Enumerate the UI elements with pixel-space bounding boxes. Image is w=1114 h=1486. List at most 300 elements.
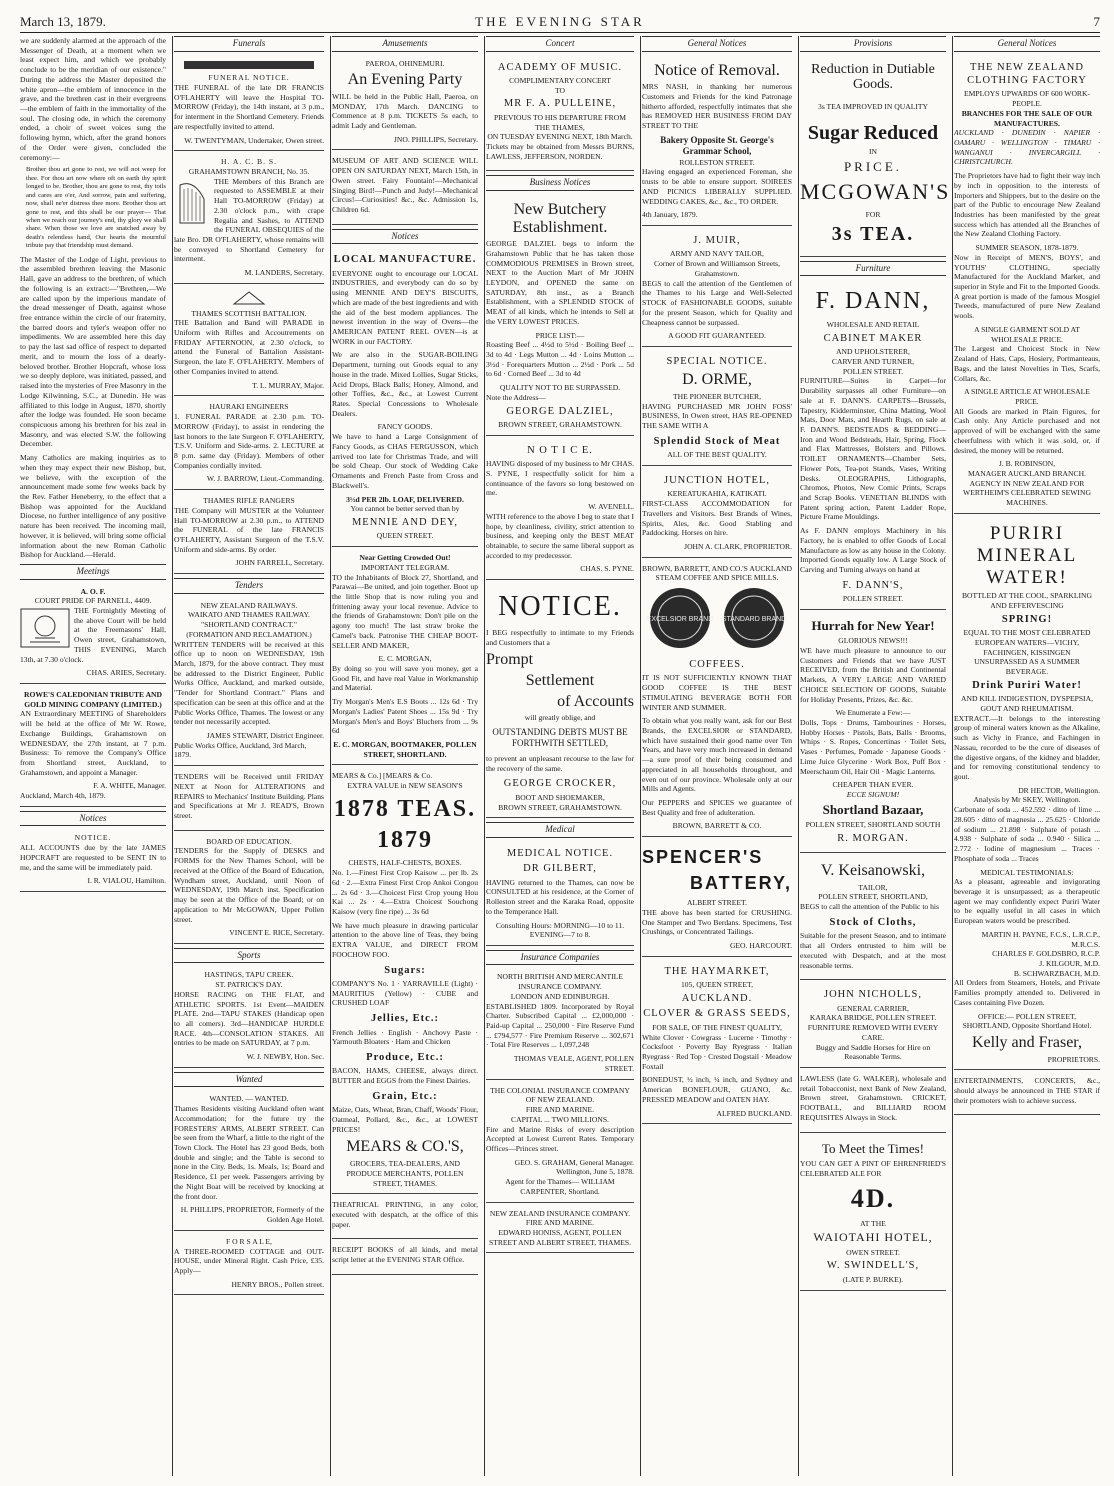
notice-text: ALL ACCOUNTS due by the late JAMES HOPCRAFT are requested to be SENT IN to me, and the same will be immediately paid.: [20, 843, 166, 872]
equal-waters: EQUAL TO THE MOST CELEBRATED EUROPEAN WATERS—VICHY, FACHINGEN, KISSINGEN: [963, 628, 1091, 657]
ad-theatrical-printing: [332, 1198, 478, 1239]
ad-dalziel-butchery: [486, 196, 634, 436]
meat-title: Splendid Stock of Meat: [653, 435, 781, 447]
jellies-title: Jellies, Etc.:: [371, 1013, 439, 1025]
seeds-list: White Clover · Cowgrass · Lucerne · Timothy · Cocksfoot · Poverty Bay Ryegrass · Italian Ryegrass · Red Top · Crested Dogstail · Meadow Foxtail: [642, 1032, 792, 1071]
section-insurance: Insurance Companies: [486, 950, 634, 966]
lm-title: LOCAL MANUFACTURE.: [333, 254, 477, 266]
sc-signature: JAMES STEWART, District Engineer.: [206, 731, 324, 740]
tsb-title: THAMES SCOTTISH BATTALION.: [191, 308, 307, 318]
ad-court-pride: [20, 585, 166, 684]
acad-title: ACADEMY OF MUSIC.: [497, 61, 623, 73]
bn-text-3: to prevent an unpleasant recourse to the law for the recovery of the same.: [486, 753, 634, 773]
prompt: Prompt: [486, 651, 534, 669]
puriri-title: PURIRI MINERAL WATER!: [976, 522, 1078, 588]
rowe-date: Auckland, March 4th, 1879.: [20, 791, 106, 801]
lawless-text: LAWLESS (late G. WALKER), wholesale and retail Tobacconist, next Bank of New Zealand, Brown street, Grahamstown. CRICKET, FOOTBALL, and BILLIARD ROOM REQUISITES Always in Stock.: [800, 1073, 946, 1122]
ad-mechanics-institute: [174, 770, 324, 831]
clover-sub: FOR SALE, OF THE FINEST QUALITY,: [652, 1022, 782, 1032]
morgan-items: Try Morgan's Men's E.S Boots ... 12s 6d · Try Morgan's Ladies' Patent Shoes ... 15s 9d · Try Morgan's Men's and Boys' Bluchers from ... 9s 6d: [332, 697, 478, 736]
tele-title: IMPORTANT TELEGRAM.: [360, 562, 450, 572]
buckland-signature: ALFRED BUCKLAND.: [716, 1108, 792, 1118]
wanted-title: WANTED. — WANTED.: [209, 1094, 289, 1104]
section-sports: Sports: [174, 948, 324, 964]
junction-title: JUNCTION HOTEL,: [664, 475, 770, 487]
marked-text: All Goods are marked in Plain Figures, for Cash only. Any Article purchased and not approved of will be exchanged with the same cheerfulness with which it was sold, or, if desired, the money will be returned.: [954, 406, 1100, 455]
sc-place: Public Works Office, Auckland, 3rd March, 1879.: [174, 740, 307, 760]
ad-for-sale: [174, 1235, 324, 1296]
hector-signature: DR HECTOR, Wellington.: [1018, 785, 1100, 795]
ad-thames-rifle-rangers: [174, 494, 324, 574]
reduction-title: Reduction in Dutiable Goods.: [811, 61, 935, 92]
wanted-text: Thames Residents visiting Auckland often want Accommodation; for the future try the FORESTERS' ARMS, ALBERT STREET. Can be seen from the Wharf, a little to the right of the Town Clock. The Hotel has 23 good Beds, both double and single; and the Table is second to none in the City. Beds, 1s. Meals, 1s; Board and Residence, £1 per week. Passengers arriving by the Night Boat will be received by knocking at the front door.: [174, 1104, 324, 1201]
junction-text: FIRST-CLASS ACCOMMODATION for Travellers and Visitors. Best Brands of Wines, Spirits, Ales, &c. Good Stabling and Paddocking. Horses on hire.: [642, 499, 792, 538]
crocker-trade: BOOT AND SHOEMAKER,: [515, 792, 605, 802]
goldsbro-signature: CHARLES F. GOLDSBRO, R.C.P.: [992, 949, 1100, 959]
forsale-signature: HENRY BROS., Pollen street.: [231, 1279, 324, 1289]
funeral-signature: W. TWENTYMAN, Undertaker, Owen street.: [184, 135, 324, 145]
keisanowski-trade: TAILOR,: [858, 882, 888, 892]
boe-text: TENDERS for the Supply of DESKS and FORMS for the New Thames School, will be received at the Office of the Board of Education, Wyndham street, Auckland, until Noon of WEDNESDAY, 19th March inst. Specification may be seen at the Office of the Board; or on application to Mr McGOWAN, Upper Pollen street.: [174, 846, 324, 924]
mech-text: TENDERS will be Received until FRIDAY NEXT at Noon for ALTERATIONS and REPAIRS to Mechanics' Institute Building. Plans and Specifications at Mr J. READ'S, Brown street.: [174, 772, 325, 821]
court-signature: CHAS. ARIES, Secretary.: [86, 668, 166, 678]
bazaar-items: Dolls, Tops · Drums, Tambourines · Horses, Hobby Horses · Pistols, Bats, Balls · Brooms, Whips · S. Ropes, Concertinas · Toilet Sets, Vases · Perfumes, Pomade · Japanese Goods · Lime Juice Glycerine · Work Box, Puff Box · Meerschaum Oil, Hair Oil · Magic Lanterns.: [800, 717, 946, 776]
tea-list: No. 1.—Finest First Crop Kaisow ... per lb. 2s 6d · 2.—Extra Finest First Crop Ankoi Congou ... 2s 6d · 3.—Choicest First Crop young Hou Kai ... 2s · 4.—Extra Choicest Souchong Kaisow (very fine ripe) ... 3s 6d: [332, 868, 478, 916]
enumerate: We Enumerate a Few:—: [835, 708, 911, 718]
coffees-title: COFFEES.: [689, 658, 745, 670]
section-notices: Notices: [20, 811, 166, 827]
paeroa-title: PAEROA, OHINEMURI.: [365, 58, 445, 68]
ad-board-of-education: [174, 835, 324, 944]
ad-hauraki-engineers: [174, 400, 324, 490]
entertainments-text: ENTERTAINMENTS, CONCERTS, &c., should always be announced in THE STAR if their promoters wish to achieve success.: [954, 1076, 1100, 1105]
ad-north-british: [486, 970, 634, 1079]
grain-text: Maize, Oats, Wheat, Bran, Chaff, Woods' Flour, Oatmeal, Pollard, &c., &c., at LOWEST PRICES!: [332, 1105, 478, 1134]
notice2-signature: CHAS. S. PYNE.: [580, 564, 634, 574]
section-amusements: Amusements: [332, 36, 478, 52]
cabinet-maker: CABINET MAKER: [823, 332, 923, 344]
owen-street: OWEN STREET.: [846, 1247, 900, 1257]
sc-subtitle: (FORMATION AND RECLAMATION.): [186, 629, 312, 639]
sc-title: "SHORTLAND CONTRACT.": [201, 620, 297, 630]
consulting-hours: Consulting Hours: MORNING—10 to 11. EVENING—7 to 8.: [495, 920, 625, 940]
page-number: 7: [1093, 14, 1100, 29]
kill-indigestion: AND KILL INDIGESTION, DYSPEPSIA, GOUT AND RHEUMATISM.: [961, 694, 1093, 714]
fancy-title: FANCY GOODS.: [377, 422, 433, 432]
catholic-bishop-article: Many Catholics are making inquiries as to when they may expect their new Bishop, but, we believe, with the exception of the announcement made some few weeks back by the Rev. Father Heneberry, to the effect that a Bishop was appointed for the Auckland Diocese, no further intelligence of any positive nature has been received. The incoming mail, however, it is believed, will bring some official information about the new Roman Catholic Bishop for Auckland.—Herald.: [20, 453, 166, 560]
branch-cities: AUCKLAND · DUNEDIN · NAPIER · OAMARU · WELLINGTON · TIMARU · WANGANUI · INVERCARGILL · CHRISTCHURCH.: [954, 128, 1100, 167]
battery-text: THE above has been started for CRUSHING. One Stamper and Two Berdans. Specimens, Test Crushings, or Concentrated Tailings.: [642, 907, 792, 937]
hacbs-branch: GRAHAMSTOWN BRANCH, No. 35.: [188, 166, 310, 176]
extract: EXTRACT.—It belongs to the interesting group of mineral waters known as the Alkaline, such as Vichy in France, and Fachingen in Nassau, recorded to be the cure of diseases of the digestive organs, of the kidney and bladder, and for removing constitutional tendency to gout.: [954, 713, 1100, 782]
ad-entertainments: [954, 1074, 1100, 1115]
funeral-title: FUNERAL NOTICE.: [208, 73, 290, 83]
cheaper: CHEAPER THAN EVER.: [832, 780, 914, 790]
stpatricks-title: ST. PATRICK'S DAY.: [215, 980, 283, 990]
column-3: [332, 36, 485, 1476]
he-text: 1. FUNERAL PARADE at 2.30 p.m. TO-MORROW (Friday), to assist in rendering the last honors to the late Surgeon F. O'FLAHERTY, T.S.V. Uniform and Side-arms. 2. LECTURE at 8 p.m. same day (Friday). Members of other Companies cordially invited.: [174, 412, 324, 470]
wanted-signature: H. PHILLIPS, PROPRIETOR, Formerly of the Golden Age Hotel.: [180, 1205, 324, 1225]
tickets: Tickets may be obtained from Messrs BURNS, LAWLESS, JEFFERSON, NORDEN.: [486, 141, 634, 161]
robinson-name: J. B. ROBINSON,: [998, 459, 1056, 469]
coffee-brand-seals-icon: [642, 583, 792, 653]
harp-icon: [174, 179, 210, 227]
keisanowski-text: BEGS to call the attention of the Public to his: [800, 902, 939, 912]
waiotahi-name: WAIOTAHI HOTEL,: [813, 1230, 933, 1245]
ad-hastings-races: [174, 968, 324, 1067]
grain-title: Grain, Etc.:: [372, 1090, 438, 1102]
bread-text: You cannot be better served than by: [350, 504, 460, 514]
notice1-text: HAVING disposed of my business to Mr CHAS. S. PYNE, I respectfully solicit for him a continuance of the favors so long bestowed on me.: [486, 459, 634, 498]
junction-place: KEREATUKAHIA, KATIKATI.: [667, 489, 767, 499]
he-signature: W. J. BARROW, Lieut.-Commanding.: [206, 474, 324, 484]
outstanding: OUTSTANDING DEBTS MUST BE FORTHWITH SETTLED,: [492, 726, 628, 749]
glorious-news: GLORIOUS NEWS!!!: [838, 636, 908, 646]
tsb-text: THE Battalion and Band will PARADE in Uniform with Rifles and Accoutrements on FRIDAY AFTERNOON, at 2.30 o'clock, to attend the Funeral of Battalion Assistant-Surgeon, the late F. O'FLAHERTY. Members of other Companies invited to attend.: [174, 318, 324, 376]
ad-evening-party: [332, 57, 478, 151]
coffees-text: IT IS NOT SUFFICIENTLY KNOWN THAT GOOD COFFEE IS THE BEST STIMULATING BEVERAGE BOTH FOR WINTER AND SUMMER.: [642, 673, 792, 712]
horse-signature: W. J. NEWBY, Hon. Sec.: [246, 1052, 324, 1062]
lm-text: EVERYONE ought to encourage our LOCAL INDUSTRIES, and everybody can do so by using MENNIE AND DEY'S BISCUITS, which are made of the best ingredients and with the aid of the best modern appliances. The newest invention in the way of Ovens—the AMERICAN PATENT REEL OVEN—is at WORK in our FACTORY.: [332, 268, 478, 346]
removal-text: MRS NASH, in thanking her numerous Customers and Friends for the kind Patronage hitherto afforded, respectfully intimates that she has REMOVED HER BUSINESS FROM DAY STREET TO THE: [642, 82, 792, 130]
swindell-sub: (LATE P. BURKE).: [842, 1274, 904, 1284]
acad-to: TO: [555, 85, 565, 95]
branches-title: BRANCHES FOR THE SALE OF OUR MANUFACTURES.: [961, 108, 1093, 128]
tsb-signature: T. L. MURRAY, Major.: [252, 380, 324, 390]
capital: CAPITAL ... TWO MILLIONS.: [511, 1114, 609, 1124]
single-article: A SINGLE ARTICLE AT WHOLESALE PRICE.: [964, 387, 1090, 406]
colonial-title: THE COLONIAL INSURANCE COMPANY OF NEW ZEALAND.: [490, 1085, 630, 1105]
ad-receipt-books: [332, 1243, 478, 1274]
meet-text: YOU CAN GET A PINT OF EHRENFRIED'S CELEBRATED ALE FOR: [800, 1158, 946, 1178]
orme-name: D. ORME,: [682, 371, 752, 389]
address-label: Note the Address—: [486, 392, 546, 402]
cloths-text: Suitable for the present Season, and to intimate that all Orders entrusted to him will be executed with Despatch, and at the most reasonable terms.: [800, 931, 946, 970]
bbc-title: BROWN, BARRETT, AND CO.'S AUCKLAND STEAM COFFEE AND SPICE MILLS.: [642, 563, 792, 583]
ad-junction-hotel: [642, 470, 792, 558]
party-signature: JNO. PHILLIPS, Secretary.: [393, 134, 478, 144]
notice-signature: I. R. VIALOU, Hamilton.: [87, 876, 166, 886]
manager-title: MANAGER AUCKLAND BRANCH.: [968, 468, 1086, 478]
bakery-text: Having engaged an experienced Foreman, she trusts to be able to ensure support. SOIREES AND PICNICS LIBERALLY SUPPLIED. WEDDING CAKES, &c., &c., TO ORDER.: [642, 167, 792, 206]
section-provisions: Provisions: [800, 36, 946, 52]
nbm-subtitle: LONDON AND EDINBURGH.: [510, 991, 610, 1001]
medical-title: MEDICAL NOTICE.: [506, 847, 614, 859]
dann-text-2: As F. DANN employs Machinery in his Factory, he is enabled to offer Goods of Local Manufacture as low as any house in the Colony. Imported Goods equally low. A Large Stock of Carving and Turning always on hand at: [800, 526, 946, 575]
single-garment: A SINGLE GARMENT SOLD AT WHOLESALE PRICE.: [974, 324, 1080, 344]
in-label: IN: [868, 147, 877, 157]
dann-wholesale: WHOLESALE AND RETAIL: [826, 320, 920, 330]
payne-signature: MARTIN H. PAYNE, F.C.S., L.R.C.P., M.R.C.S.: [981, 929, 1100, 949]
column-5: [642, 36, 799, 1476]
ad-nash-removal: [642, 57, 792, 227]
buggy-horses: Buggy and Saddle Horses for Hire on Reasonable Terms.: [815, 1042, 931, 1062]
tuesday: ON TUESDAY EVENING NEXT, 18th March.: [487, 132, 633, 142]
testimonials-text: As a pleasant, agreeable and invigorating beverage it is unsurpassed; as a therapeutic agent we may confidently expect Puriri Water to be equally useful in all cases in which European waters would be prescribed.: [954, 877, 1100, 926]
aof-heading: A. O. F.: [80, 586, 106, 596]
thames-agent: Agent for the Thames— WILLIAM CARPENTER, Shortland.: [505, 1177, 615, 1196]
settlement: Settlement: [525, 671, 595, 689]
receipt-text: RECEIPT BOOKS of all kinds, and metal script letter at the EVENING STAR Office.: [332, 1245, 478, 1265]
nc-title: Near Getting Crowded Out!: [359, 553, 451, 563]
drink-puriri: Drink Puriri Water!: [972, 679, 1082, 691]
quality: QUALITY NOT TO BE SURPASSED.: [499, 383, 621, 393]
column-1: [20, 36, 173, 1476]
section-wanted: Wanted: [174, 1072, 324, 1088]
morgan-text: By doing so you will save you money, get a Good Fit, and have real Value in Workmanship and Material.: [332, 664, 478, 693]
notice-title: NOTICE.: [74, 833, 112, 843]
wtr-title: WAIKATO AND THAMES RAILWAY.: [188, 610, 310, 620]
theat-text: THEATRICAL PRINTING, in any color, executed with despatch, at the office of this paper.: [332, 1200, 478, 1229]
ad-mears-teas: [332, 769, 478, 1194]
column-4: [486, 36, 641, 1476]
ad-morgan-bootmaker: [332, 551, 478, 765]
haymarket-title: THE HAYMARKET,: [664, 965, 770, 977]
morgan-name: E. C. MORGAN,: [378, 654, 432, 664]
hacbs-signature: M. LANDERS, Secretary.: [244, 268, 324, 278]
section-meetings: Meetings: [20, 564, 166, 580]
junction-proprietor: JOHN A. CLARK, PROPRIETOR.: [684, 542, 792, 552]
meet-times: To Meet the Times!: [821, 1140, 924, 1156]
tele-text: TO the Inhabitants of Block 27, Shortland, and Parawai—Be united, and join together. Boot up the little Shop that is now ruling you and frittening away your local revenue. Advice to the friends of Grahamstown: Don't pile on the agony too much! The last straw broke the Camel's back. Patronise THE CHEAP BOOT-SELLER AND MAKER,: [332, 572, 478, 650]
produce-text: BACON, HAMS, CHEESE, always direct. BUTTER and EGGS from the Finest Dairies.: [332, 1066, 478, 1086]
acad-subtitle: COMPLIMENTARY CONCERT: [509, 75, 611, 85]
ad-museum: [332, 154, 478, 224]
party-text: WILL be held in the Public Hall, Paeroa, on MONDAY, 17th March. DANCING to Commence at 8 p.m. TICKETS 5s each, to admit Lady and Gentleman.: [332, 91, 478, 130]
accounts: of Accounts: [557, 692, 634, 710]
bazaar-name: Shortland Bazaar,: [822, 801, 924, 817]
boe-title: BOARD OF EDUCATION.: [206, 836, 292, 846]
ad-waiotahi-hotel: [800, 1137, 946, 1291]
ad-nz-insurance: [486, 1207, 634, 1254]
bakery-date: 4th January, 1879.: [642, 210, 698, 220]
trr-signature: JOHN FARRELL, Secretary.: [235, 558, 324, 568]
dann-text: FURNITURE—Suites in Carpet—for Durability surpasses all other Furniture—on sale at F. DANN'S. CARPETS—Brussels, Tapestry, Kidderminster, China Matting, Wool Mats, Door Mats, and Hearth Rugs, on sale at F. DANN'S. BEDSTEADS & BEDDING—Iron and Wood Bedsteads, Hair, Spring, Flock and Flax Mattresses, Bolsters and Pillows. TOILET ORNAMENTS—Chamber Sets, Flower Pots, Tea-pot Stands, Vases, Writing Desks. OLEOGRAPHS, Lithographs, Chromos, Photos, New Comic Prints, Scraps and Scrap Books. VENETIAN BLINDS with Patent spring action, Patent Ladder Rope, Picture Frame Mouldings.: [800, 376, 946, 522]
clover-title: CLOVER & GRASS SEEDS,: [643, 1008, 791, 1020]
summer-text: Now in Receipt of MEN'S, BOYS', and YOUTHS' CLOTHING, specially Manufactured for the Auckland Market, and superior in Style and Fit to the Imported Goods. A great portion is made of the famous Mosgiel Tweeds, manufactured of pure New Zealand wools.: [954, 252, 1100, 321]
carrier-title: GENERAL CARRIER,: [837, 1003, 909, 1013]
section-general-notices-7: General Notices: [954, 36, 1100, 52]
ad-nz-clothing-factory: [954, 57, 1100, 514]
bottled: BOTTLED AT THE COOL, SPARKLING AND EFFERVESCING: [961, 591, 1092, 611]
ad-nicholls-carrier: [800, 984, 946, 1068]
unsurpassed: UNSURPASSED AS A SUMMER BEVERAGE.: [974, 657, 1080, 677]
ad-academy-of-music: [486, 57, 634, 172]
funeral-border-icon: [174, 59, 324, 71]
haymarket-city: AUCKLAND.: [681, 992, 753, 1004]
article-intro: we are suddenly alarmed at the approach of the Messenger of Death, at a moment when we least expect him, and which we probably conclude to be the meridian of our existence." During the address the Master deposited the white apron—the emblem of innocence in the grave, and the brethren cast in their evergreens—the emblem of faith in the immortality of the soul. The closing ode, in which the ceremony ended, a choir of sweet voices sung the following hymn, which, after the grand honors of the Order were given, concluded the ceremony:—: [20, 36, 166, 162]
he-title: HAURAKI ENGINEERS: [209, 402, 289, 412]
produce-title: Produce, Etc.:: [366, 1052, 444, 1063]
ad-shortland-contract: [174, 599, 324, 767]
gilbert-name: DR GILBERT,: [523, 863, 597, 875]
orders-text: All Orders from Steamers, Hotels, and Private Families promptly attended to. Delivered in Cases containing Five Dozen.: [954, 978, 1100, 1007]
hymn-verse: Brother thou art gone to rest, we will not weep for thee. For thou art now where oft on earth thy spirit longed to be. Brother, thou are gone to rest, thy toils and cares are o'er, And sorrow, pain and suffering, now, shall ne'er distress thee more. Brother thou art gone to rest, and this shall be our prayer— That when we reach our journey's end, thy glory we shall share. When those we love are snatched away by death's relentless hand, Our hearts the mournful tribute pay that friendship must demand.: [26, 166, 166, 250]
trr-title: THAMES RIFLE RANGERS: [203, 496, 295, 506]
chests: CHESTS, HALF-CHESTS, BOXES.: [348, 858, 462, 868]
dann-name: F. DANN,: [815, 288, 931, 315]
ad-mcgowans-tea: [800, 57, 951, 257]
big-notice-title: NOTICE.: [498, 591, 622, 623]
ad-lawless-tobacconist: [800, 1072, 946, 1133]
ad-colonial-insurance: [486, 1084, 634, 1203]
sugars-title: Sugars:: [384, 964, 426, 976]
lm-text-2: We are also in the SUGAR-BOILING Department, turning out Goods equal to any house in the trade. Mixed Lollies, Sugar Sticks, Acid Drops, Black Balls; Honey, Almond, and other Toffies, &c., &c., at Lowest Current Rates. Special Concessions to Wholesale Dealers.: [332, 350, 478, 418]
price-list: Roasting Beef ... 4½d to 5½d · Boiling Beef ... 3d to 4d · Legs Mutton ... 4d · Loins Mutton ... 3½d · Forequarters Mutton ... 2½d · Pork ... 5d to 6d · Corned Beef ... 3d to 4d: [486, 340, 634, 379]
tea-text: We have much pleasure in drawing particular attention to the above line of Teas, they being EXTRA VALUE, and DIRECT FROM FOOCHOW FOO.: [332, 920, 478, 959]
ad-foresters-arms: [174, 1092, 324, 1230]
section-medical: Medical: [486, 822, 634, 838]
bonedust: BONEDUST, ½ inch, ¼ inch, and Sydney and American BONEFLOUR, GUANO, &c. PRESSED MEADOW and OATEN HAY.: [642, 1075, 792, 1104]
section-general-notices-5: General Notices: [642, 36, 792, 52]
masthead: [20, 14, 1100, 33]
trr-text: THE Company will MUSTER at the Volunteer Hall TO-MORROW at 2.30 p.m., to ATTEND the FUNERAL of the late FRANCIS O'FLAHERTY, Assistant Surgeon of the T.S.V. Uniform and side-arms. By order.: [174, 505, 324, 554]
ad-keisanowski: [800, 857, 946, 980]
hacbs-title: H. A. C. B. S.: [221, 157, 277, 167]
fancy-text: We have to hand a Large Consignment of Fancy Goods, as CHAS FERGUSSON, which arrived too late for Christmas Trade, and will be sold Cheap. Our stock of Wedding Cake Ornaments and French Paste from Cross and Blackwell's.: [332, 432, 478, 490]
nzcf-title: THE NEW ZEALAND CLOTHING FACTORY: [967, 61, 1087, 86]
newspaper-title: THE EVENING STAR: [475, 14, 645, 29]
mcgowan-name: MCGOWAN'S: [800, 179, 951, 205]
museum-text: MUSEUM OF ART AND SCIENCE WILL OPEN ON SATURDAY NEXT, March 15th, in Owen street. Fairy Fountain!—Mechanical Singing Bird!—Punch and Judy!—Mechanical Circus!—Curiosities! &c., &c. Admission 1s, Children 6d.: [332, 156, 478, 215]
spring: SPRING!: [1001, 613, 1053, 625]
gilbert-text: HAVING returned to the Thames, can now be CONSULTED at his residence, at the Corner of Rolleston street and the Karaka Road, opposite to the Temperance Hall.: [486, 877, 634, 916]
harcourt-signature: GEO. HARCOURT.: [729, 941, 792, 951]
departure: PREVIOUS TO HIS DEPARTURE FROM THE THAMES,: [494, 112, 626, 132]
section-tenders: Tenders: [174, 578, 324, 594]
ad-orme-butcher: [642, 351, 792, 466]
dann-street: POLLEN STREET.: [842, 366, 904, 376]
butchery-title: New Butchery Establishment.: [512, 200, 608, 236]
upholsterer: AND UPHOLSTERER,: [836, 347, 910, 357]
nzr-title: NEW ZEALAND RAILWAYS.: [200, 600, 298, 610]
nbm-title: NORTH BRITISH AND MERCANTILE INSURANCE COMPANY.: [497, 972, 623, 992]
crocker-address: BROWN STREET, GRAHAMSTOWN.: [498, 802, 622, 812]
orme-trade: THE PIONEER BUTCHER,: [673, 391, 761, 401]
sugars-list: COMPANY'S No. 1 · YARRAVILLE (Light) · MAURITIUS (Yellow) · CUBE and CRUSHED LOAF: [332, 978, 478, 1008]
muir-trade: ARMY AND NAVY TAILOR,: [670, 249, 764, 259]
coffees-text-2: To obtain what you really want, ask for our Best Brands, the EXCELSIOR or STANDARD, which have sustained their good name over Ten Years, and have very much increased in demand—a sure proof of their being consumed and appreciated in all households throughout, and even out of our province. Wholesale only at our Mills and Agents.: [642, 716, 792, 794]
standard-seal-text: STANDARD BRAND: [721, 616, 787, 624]
ad-mennie-and-dey: [332, 249, 478, 547]
bn-text-1: I BEG respectfully to intimate to my Friends and Customers that a: [486, 627, 634, 647]
ad-dr-gilbert: [486, 843, 634, 946]
forsale-title: F O R S A L E,: [226, 1236, 272, 1246]
ad-dann-furniture: [800, 281, 946, 610]
meat-quality: ALL OF THE BEST QUALITY.: [667, 450, 767, 460]
funeral-text: THE FUNERAL of the late DR FRANCIS O'FLAHERTY will leave the Hospital TO-MORROW (Friday), the 14th instant, at 3 p.m., for interment in the Shortland Cemetery. Friends are respectfully invited to attend.: [174, 82, 324, 131]
pepper-text: Our PEPPERS and SPICES we guarantee of Best Quality and free of adulteration.: [642, 797, 792, 817]
party-title: An Evening Party: [347, 71, 463, 89]
rowe-signature: F. A. WHITE, Manager.: [93, 781, 166, 791]
mears-name: MEARS & CO.'S,: [346, 1138, 464, 1156]
bbc-signature: BROWN, BARRETT & CO.: [672, 821, 762, 831]
danns-street: POLLEN STREET.: [842, 594, 904, 604]
orme-text: HAVING PURCHASED MR JOHN FOSS' BUSINESS, In Owen street, HAS RE-OPENED THE SAME WITH A: [642, 401, 792, 431]
ad-brown-barrett-coffee: [642, 562, 792, 837]
r-morgan: R. MORGAN.: [837, 832, 909, 844]
price-label: PRICE.: [843, 158, 903, 174]
notice2-text: WITH reference to the above I beg to state that I hope, by cleanliness, civility, strict attention to business, and keeping only the BEST MEAT obtainable, to secure the same liberal support as accorded to my predecessor.: [486, 511, 634, 560]
danns-name: F. DANN'S,: [842, 579, 904, 591]
section-furniture: Furniture: [800, 261, 946, 277]
dalziel-name: GEORGE DALZIEL,: [506, 405, 614, 417]
summer-season: SUMMER SEASON, 1878-1879.: [975, 243, 1079, 253]
kilgour-signature: J. KILGOUR, M.D.: [1039, 958, 1100, 968]
ad-funeral-notice: [174, 57, 324, 152]
ad-spencers-battery: [642, 841, 792, 957]
hacbs-text: THE Members of this Branch are requested to ASSEMBLE at their Hall TO-MORROW (Friday) at 2.30 o'clock p.m., with crape Regalia and Sashes, to ATTEND the FUNERAL OBSEQUIES of the late Bro. DR O'FLAHERTY, whose remains will be conveyed to Shortland Cemetery for interment.: [174, 176, 324, 264]
spencer-title: SPENCER'S: [642, 847, 764, 868]
court-heading: COURT PRIDE OF PARNELL, 4409.: [34, 596, 152, 606]
column-7: [954, 36, 1100, 1476]
nzi-title: NEW ZEALAND INSURANCE COMPANY.: [489, 1208, 631, 1218]
forsale-text: A THREE-ROOMED COTTAGE and OUT-HOUSE, under Mineral Right. Cash Price, £35. Apply—: [174, 1246, 324, 1275]
honiss-agent: EDWARD HONISS, AGENT, POLLEN STREET AND ALBERT STREET, THAMES.: [488, 1227, 631, 1247]
price-list-title: PRICE LIST:—: [535, 330, 585, 340]
article-body: The Master of the Lodge of Light, previous to the assembled brethren leaving the Masonic Hall, gave an address to the brethren, of which the following is an extract:—"Brethren,—We are called upon by the imperious mandate of the dread messenger of Death, against whose free entrance within the circle of our fraternity, the barred doors and tyler's weapon offer no impediments. We are assembled here this day to pay the last sad office of respect to departed merit, and to mourn the loss of a dearly-beloved brother. Brother Hopcraft, whose loss we so deeply deplore, was initiated, passed, and raised into the mysteries of Free Masonry in the Lodge Kilwinning, S.C., at Dunedin. He was affiliated to this lodge in August, 1870, shortly after the lodge was founded. He soon became conspicuous among his brethren for his zeal in Masonry, and was elected S.W. the following December.: [20, 254, 166, 449]
karaka-bridge: KARAKA BRIDGE, POLLEN STREET.: [809, 1013, 937, 1023]
mears-sub: GROCERS, TEA-DEALERS, AND PRODUCE MERCHANTS, POLLEN STREET, THAMES.: [346, 1159, 464, 1188]
section-business-notices: Business Notices: [486, 175, 634, 191]
colonial-signature: GEO. S. GRAHAM, General Manager. Wellington, June 5, 1878.: [514, 1157, 634, 1177]
cloths-title: Stock of Cloths,: [829, 916, 917, 928]
column-2: [174, 36, 331, 1476]
bakery-title: Bakery Opposite St. George's Grammar School,: [660, 134, 774, 157]
excelsior-seal-text: EXCELSIOR BRAND: [646, 616, 714, 624]
bn-text-2: will greatly oblige, and: [524, 713, 596, 723]
muir-address: Corner of Brown and Williamson Streets, Grahamstown.: [653, 259, 781, 278]
md-street: QUEEN STREET.: [376, 531, 434, 541]
agency: AGENCY IN NEW ZEALAND FOR WERTHEIM'S CELEBRATED SEWING MACHINES.: [963, 478, 1091, 508]
removal-title: Notice of Removal.: [654, 61, 780, 79]
muir-text: BEGS to call the attention of the Gentlemen of the Thames to his Large and Well-Selected STOCK of FASHIONABLE GOODS, suitable for the present Season, which for Quality and Cheapness cannot be surpassed.: [642, 278, 792, 327]
proprietors: PROPRIETORS.: [1047, 1054, 1100, 1064]
rolleston-street: ROLLESTON STREET.: [679, 157, 755, 167]
ad-puriri-water: [954, 518, 1100, 1070]
ad-muir-tailor: [642, 230, 792, 347]
muir-name: J. MUIR,: [693, 235, 741, 247]
colonial-text: Fire and Marine Risks of every description Accepted at Lowest Current Rates. Temporary Offices—Princes street.: [486, 1124, 634, 1153]
nicholls-name: JOHN NICHOLLS,: [824, 989, 922, 1001]
employs: EMPLOYS UPWARDS OF 600 WORK-PEOPLE.: [963, 89, 1090, 109]
special-title: SPECIAL NOTICE.: [666, 355, 768, 367]
albert-street: ALBERT STREET.: [686, 898, 747, 908]
pulleine-name: MR F. A. PULLEINE,: [503, 98, 617, 110]
three-shilling-tea: 3s TEA.: [831, 223, 915, 246]
horse-text: HORSE RACING on THE FLAT, and ATHLETIC SPORTS. 1st Event—MAIDEN PLATE. 2nd—TAPU STAKES (Handicap open to all comers). 3rd—HANDICAP HURDLE RACE. 4th—CONSOLATION STAKES. All entries to be made on SATURDAY, at 7 p.m.: [174, 989, 324, 1048]
keisanowski-name: V. Keisanowski,: [820, 862, 926, 880]
ad-avenell-notice: [486, 440, 634, 580]
section-notices-3: Notices: [332, 229, 478, 245]
new-season: EXTRA VALUE in NEW SEASON'S: [347, 781, 463, 791]
md-name: MENNIE AND DEY,: [351, 516, 459, 528]
fit-guaranteed: A GOOD FIT GUARANTEED.: [668, 331, 766, 341]
ecce-signum: ECCE SIGNUM!: [846, 789, 900, 799]
analysis-table: Carbonate of soda ... 452.592 · ditto of lime ... 28.605 · ditto of magnesia ... 25.625 · Chloride of sodium ... 21.898 · Sulphate of potash ... 4.938 · Sulphate of soda ... 0.940 · Silica ... 2.772 · Iodine of magnesium ... Traces · Phosphate of soda ... Traces: [954, 805, 1100, 863]
tea-improved: 3s TEA IMPROVED IN QUALITY: [818, 102, 928, 112]
issue-date: March 13, 1879.: [20, 14, 106, 29]
four-pence: 4D.: [850, 1184, 896, 1214]
ad-hacbs: [174, 155, 324, 284]
hastings-title: HASTINGS, TAPU CREEK.: [204, 970, 294, 980]
ad-rowes-caledonian: [20, 688, 166, 807]
office-address: OFFICE:— POLLEN STREET, SHORTLAND, Opposite Shortland Hotel.: [962, 1011, 1092, 1031]
column-6: [800, 36, 953, 1476]
ad-haymarket: [642, 961, 792, 1125]
ad-shortland-bazaar: [800, 614, 946, 853]
foresters-emblem-icon: [20, 608, 70, 648]
